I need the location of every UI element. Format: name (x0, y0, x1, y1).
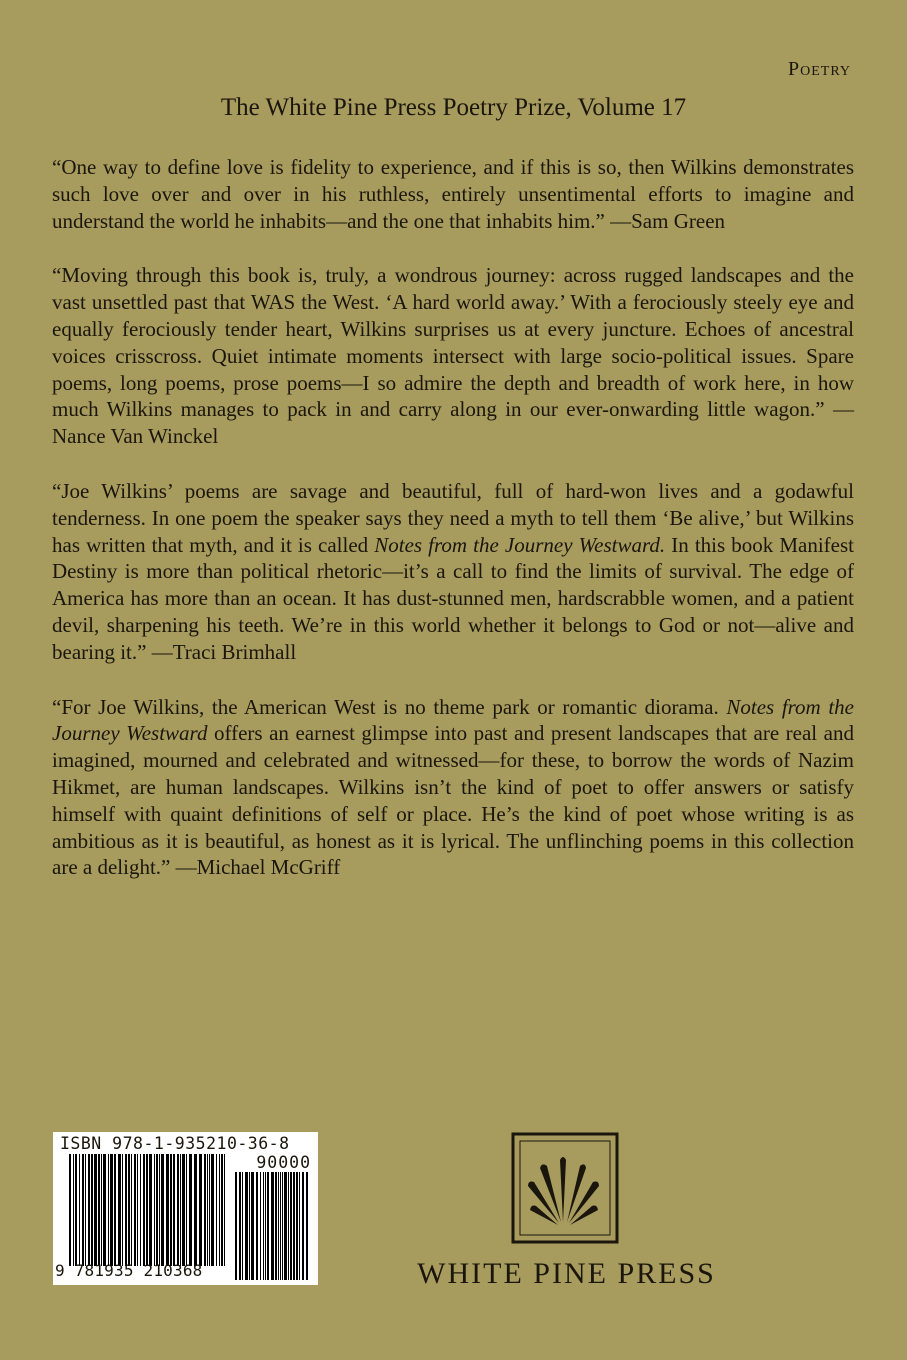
barcode (53, 1132, 318, 1285)
barcode-bar (267, 1172, 269, 1280)
barcode-bar (140, 1154, 141, 1266)
barcode-bar (239, 1172, 241, 1280)
barcode-bar (88, 1154, 90, 1266)
barcode-bar (146, 1154, 148, 1266)
book-title: Notes from the Journey Westward. (374, 532, 666, 557)
barcode-bar (166, 1154, 169, 1266)
genre-label: Poetry (787, 58, 851, 80)
barcode-bar (293, 1172, 295, 1280)
barcode-bar (249, 1172, 250, 1280)
barcode-bar (186, 1154, 187, 1266)
barcode-bar (280, 1172, 281, 1280)
barcode-bar (143, 1154, 145, 1266)
barcode-bar (110, 1154, 113, 1266)
blurb-quote (52, 478, 854, 666)
barcode-bar (101, 1154, 102, 1266)
barcode-bar (125, 1154, 127, 1266)
barcode-bar (79, 1154, 80, 1266)
barcode-bar (290, 1172, 292, 1280)
price-addon: 90000 (256, 1153, 311, 1172)
barcode-bar (263, 1172, 264, 1280)
isbn-label: ISBN 978-1-935210-36-8 (60, 1134, 290, 1153)
barcode-bar (180, 1154, 181, 1266)
publisher-name: WHITE PINE PRESS (417, 1257, 716, 1290)
barcode-bar (159, 1154, 160, 1266)
barcode-bar (275, 1172, 277, 1280)
barcode-bar (134, 1154, 136, 1266)
barcode-bar (265, 1172, 266, 1280)
white-pine-logo-icon (500, 1130, 630, 1250)
barcode-bar (98, 1154, 100, 1266)
barcode-bar (103, 1154, 106, 1266)
barcode-bar (114, 1154, 116, 1266)
isbn-digits: 9 781935 210368 (55, 1261, 203, 1280)
barcode-bar (189, 1154, 192, 1266)
blurb-quote (52, 262, 854, 450)
blurb-text: offers an earnest glimpse into past and present landscapes that are real and imagined, mourned and celebrated and witnessed—for these, to borrow the words of Nazim Hikmet, are human landscapes. Wilkins isn’t the kind of poet to offer answers or satisfy himself with quaint definitions of self or place. He’s the kind of poet whose writing is as ambitious as it is beautiful, as honest as it is lyrical. The unflinching poems in this collection are a delight.” —Michael McGriff (52, 721, 854, 880)
barcode-bar (224, 1154, 225, 1266)
barcode-bar (235, 1172, 237, 1280)
barcode-bar (182, 1154, 185, 1266)
barcode-bar (284, 1172, 287, 1280)
barcode-bar (149, 1154, 152, 1266)
blurb-quote (52, 154, 854, 234)
barcode-bar (199, 1154, 202, 1266)
barcode-bar (221, 1154, 223, 1266)
barcode-bar (282, 1172, 283, 1280)
barcode-bar (299, 1172, 300, 1280)
barcode-bar (194, 1154, 197, 1266)
barcode-bar (131, 1154, 132, 1266)
barcode-bar (211, 1154, 214, 1266)
book-title: Notes from the Journey Westward (52, 694, 854, 746)
blurb-text: “For Joe Wilkins, the American West is no theme park or romantic diorama. (52, 694, 727, 719)
blurb-text: In this book Manifest Destiny is more than political rhetoric—it’s a call to find the limits of survival. The edge of America has more than an ocean. It has dust-stunned men, hardscrabble women, and a patient devil, sharpening his teeth. We’re in this world whether it belongs to God or not—alive and bearing it.” —Traci Brimhall (52, 532, 854, 664)
blurbs-section (52, 154, 854, 909)
barcode-bar (137, 1154, 138, 1266)
blurb-quote (52, 694, 854, 882)
barcode-bar (296, 1172, 298, 1280)
barcode-bar (156, 1154, 158, 1266)
blurb-text: “One way to define love is fidelity to experience, and if this is so, then Wilkins demonstrates such love over and over in his ruthless, entirely unsentimental efforts to imagine and understand the world he inhabits—and the one that inhabits him.” —Sam Green (52, 155, 854, 233)
barcode-bar (161, 1154, 164, 1266)
barcode-bar (69, 1154, 71, 1266)
barcode-bar (75, 1154, 77, 1266)
barcode-bar (216, 1154, 217, 1266)
barcode-bar (278, 1172, 279, 1280)
barcode-bar (207, 1154, 208, 1266)
barcode-bar (85, 1154, 86, 1266)
barcode-bar (271, 1172, 274, 1280)
barcode-bar (177, 1154, 179, 1266)
barcode-bar (128, 1154, 130, 1266)
barcode-bar (209, 1154, 210, 1266)
barcode-bar (256, 1172, 258, 1280)
barcode-bar (302, 1172, 304, 1280)
barcode-bar (170, 1154, 172, 1266)
prize-title: The White Pine Press Poetry Prize, Volume 17 (220, 94, 687, 121)
barcode-bar (118, 1154, 121, 1266)
barcode-bar (242, 1172, 243, 1280)
barcode-bar (94, 1154, 97, 1266)
barcode-bar (251, 1172, 254, 1280)
barcode-bar (154, 1154, 155, 1266)
barcode-bar (82, 1154, 84, 1266)
barcode-bar (173, 1154, 175, 1266)
blurb-text: “Joe Wilkins’ poems are savage and beautiful, full of hard-won lives and a godawful tenderness. In one poem the speaker says they need a myth to tell them ‘Be alive,’ but Wilkins has written that myth, and it is called (52, 478, 854, 557)
barcode-bar (122, 1154, 123, 1266)
barcode-bar (108, 1154, 109, 1266)
blurb-text: “Moving through this book is, truly, a wondrous journey: across rugged landscapes and the vast unsettled past that WAS the West. ‘A hard world away.’ With a ferociously steely eye and equally ferociously tender heart, Wilkins surprises us at every juncture. Echoes of ancestral voices crisscross. Quiet intimate moments intersect with large socio-political issues. Spare poems, long poems, prose poems—I so admire the depth and breadth of work here, in how much Wilkins manages to pack in and carry along in our ever-onwarding little wagon.” —Nance Van Winckel (52, 263, 854, 449)
barcode-bar (219, 1154, 220, 1266)
barcode-bar (204, 1154, 206, 1266)
barcode-bar (260, 1172, 261, 1280)
barcode-bar (288, 1172, 289, 1280)
barcode-bar (306, 1172, 308, 1280)
barcode-bar (73, 1154, 74, 1266)
barcode-bar (91, 1154, 93, 1266)
barcode-bar (245, 1172, 248, 1280)
